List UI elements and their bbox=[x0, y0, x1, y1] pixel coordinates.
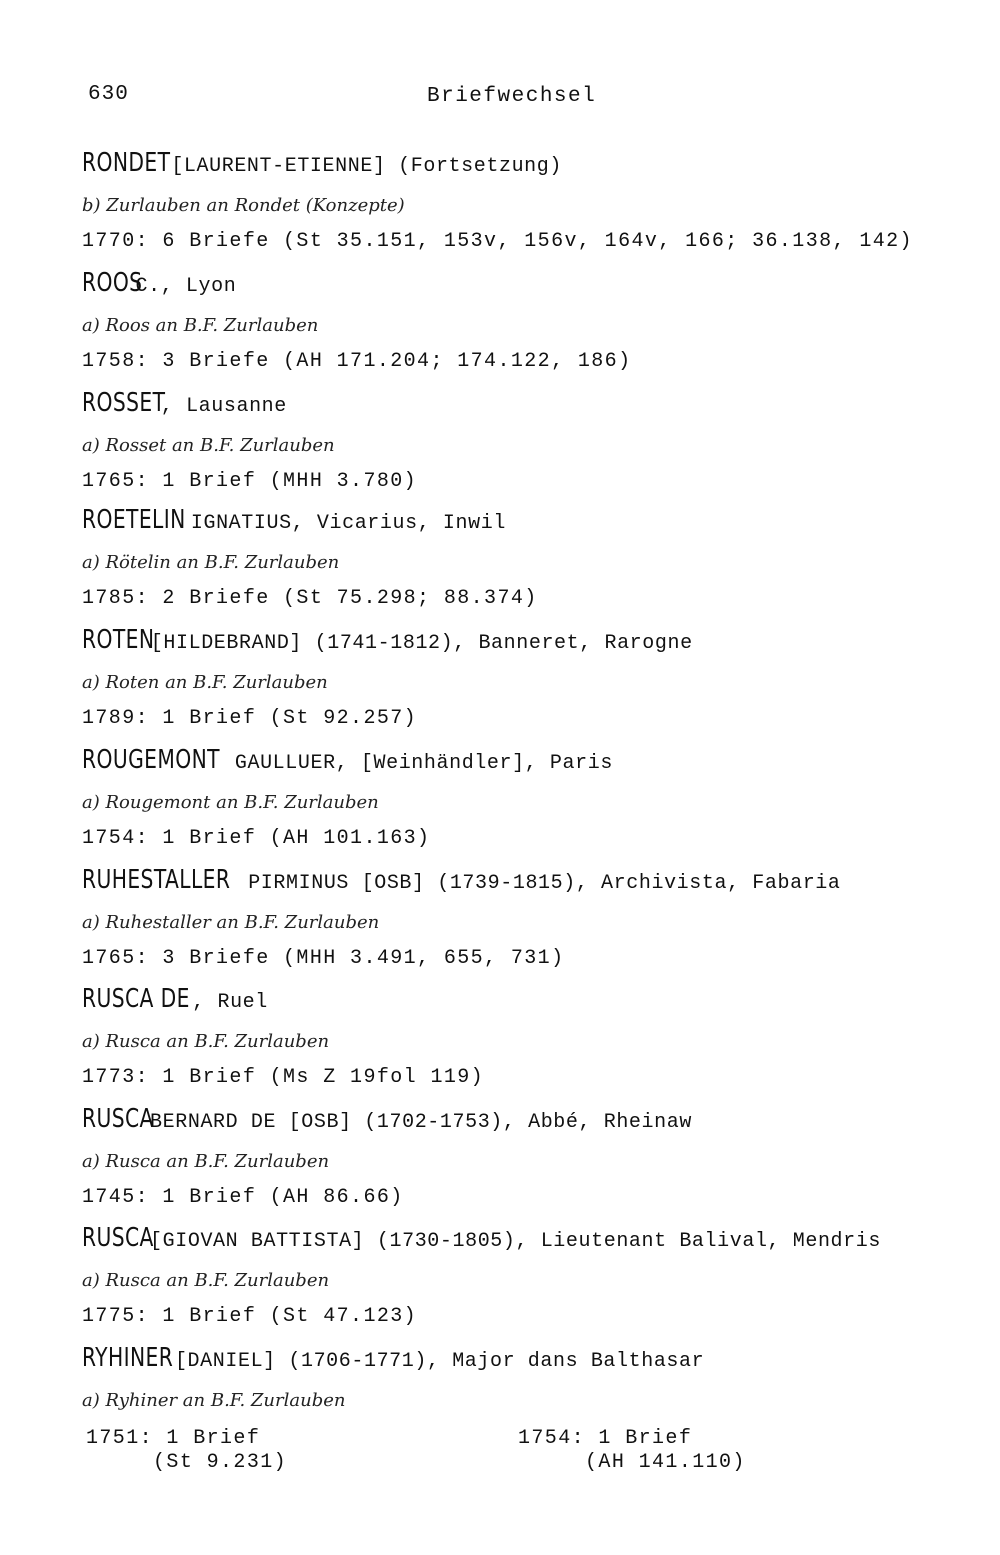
entry-details: BERNARD DE [OSB] (1702-1753), Abbé, Rheinaw bbox=[150, 1111, 692, 1134]
entry-subheading: a) Rusca an B.F. Zurlauben bbox=[82, 1151, 330, 1172]
entry-rusca-giovan bbox=[82, 1223, 982, 1335]
entry-letters: 1745: 1 Brief (AH 86.66) bbox=[82, 1186, 404, 1209]
entry-details: , Lausanne bbox=[160, 395, 287, 418]
letters-column-1: 1751: 1 Brief (St 9.231) bbox=[86, 1427, 288, 1474]
entry-details: [LAURENT-ETIENNE] (Fortsetzung) bbox=[171, 155, 562, 178]
entry-surname: ROETELIN bbox=[82, 505, 186, 535]
entry-letters: 1789: 1 Brief (St 92.257) bbox=[82, 707, 418, 730]
entry-details: [HILDEBRAND] (1741-1812), Banneret, Rarogne bbox=[150, 632, 693, 655]
entry-rusca-bernard bbox=[82, 1104, 982, 1216]
entry-details: PIRMINUS [OSB] (1739-1815), Archivista, Fabaria bbox=[248, 872, 841, 895]
entry-subheading: a) Rusca an B.F. Zurlauben bbox=[82, 1270, 330, 1291]
entry-details: IGNATIUS, Vicarius, Inwil bbox=[190, 512, 506, 535]
entry-surname: ROTEN bbox=[82, 625, 155, 655]
entry-rondet bbox=[82, 148, 982, 260]
page-title: Briefwechsel bbox=[427, 85, 597, 108]
entry-details: [DANIEL] (1706-1771), Major dans Balthasar bbox=[174, 1350, 705, 1373]
entry-roetelin bbox=[82, 505, 982, 617]
entry-surname: RUHESTALLER bbox=[82, 865, 231, 895]
entry-letters: 1765: 1 Brief (MHH 3.780) bbox=[82, 470, 418, 493]
entry-surname: ROOS bbox=[82, 268, 143, 298]
entry-details: GAULLUER, [Weinhändler], Paris bbox=[234, 752, 613, 775]
entry-surname: ROSSET bbox=[82, 388, 166, 418]
entry-details: [GIOVAN BATTISTA] (1730-1805), Lieutenant Balival, Mendris bbox=[150, 1230, 881, 1253]
entry-rusca-de bbox=[82, 984, 982, 1096]
entry-subheading: a) Ryhiner an B.F. Zurlauben bbox=[82, 1390, 346, 1411]
entry-subheading: a) Rötelin an B.F. Zurlauben bbox=[82, 552, 340, 573]
entry-letters: 1775: 1 Brief (St 47.123) bbox=[82, 1305, 418, 1328]
entry-roos bbox=[82, 268, 982, 380]
entry-ruhestaller bbox=[82, 865, 982, 977]
letters-two-column bbox=[82, 1419, 982, 1479]
entry-subheading: b) Zurlauben an Rondet (Konzepte) bbox=[82, 195, 405, 216]
entry-subheading: a) Roten an B.F. Zurlauben bbox=[82, 672, 328, 693]
entry-letters: 1773: 1 Brief (Ms Z 19fol 119) bbox=[82, 1066, 485, 1089]
entry-rosset bbox=[82, 388, 982, 500]
entry-rougemont bbox=[82, 745, 982, 857]
entry-surname: ROUGEMONT bbox=[82, 745, 220, 775]
entry-subheading: a) Roos an B.F. Zurlauben bbox=[82, 315, 319, 336]
entry-surname: RUSCA bbox=[82, 1223, 154, 1253]
entry-subheading: a) Rougemont an B.F. Zurlauben bbox=[82, 792, 379, 813]
entry-details: , Ruel bbox=[192, 991, 268, 1014]
entry-letters: 1785: 2 Briefe (St 75.298; 88.374) bbox=[82, 587, 538, 610]
entry-letters: 1770: 6 Briefe (St 35.151, 153v, 156v, 164v, 166; 36.138, 142) bbox=[82, 230, 913, 253]
entry-letters: 1765: 3 Briefe (MHH 3.491, 655, 731) bbox=[82, 947, 565, 970]
entry-letters: 1758: 3 Briefe (AH 171.204; 174.122, 186) bbox=[82, 350, 632, 373]
entry-surname: RUSCA bbox=[82, 1104, 154, 1134]
entry-roten bbox=[82, 625, 982, 737]
letters-column-2: 1754: 1 Brief (AH 141.110) bbox=[518, 1427, 746, 1474]
page-number: 630 bbox=[88, 83, 129, 106]
entry-subheading: a) Rosset an B.F. Zurlauben bbox=[82, 435, 335, 456]
entry-details: C., Lyon bbox=[135, 275, 237, 298]
entry-ryhiner bbox=[82, 1343, 982, 1479]
entry-subheading: a) Rusca an B.F. Zurlauben bbox=[82, 1031, 330, 1052]
entry-subheading: a) Ruhestaller an B.F. Zurlauben bbox=[82, 912, 380, 933]
entry-surname: RUSCA DE bbox=[82, 984, 190, 1014]
entry-surname: RONDET bbox=[82, 148, 171, 178]
entry-letters: 1754: 1 Brief (AH 101.163) bbox=[82, 827, 431, 850]
entry-surname: RYHINER bbox=[82, 1343, 174, 1373]
